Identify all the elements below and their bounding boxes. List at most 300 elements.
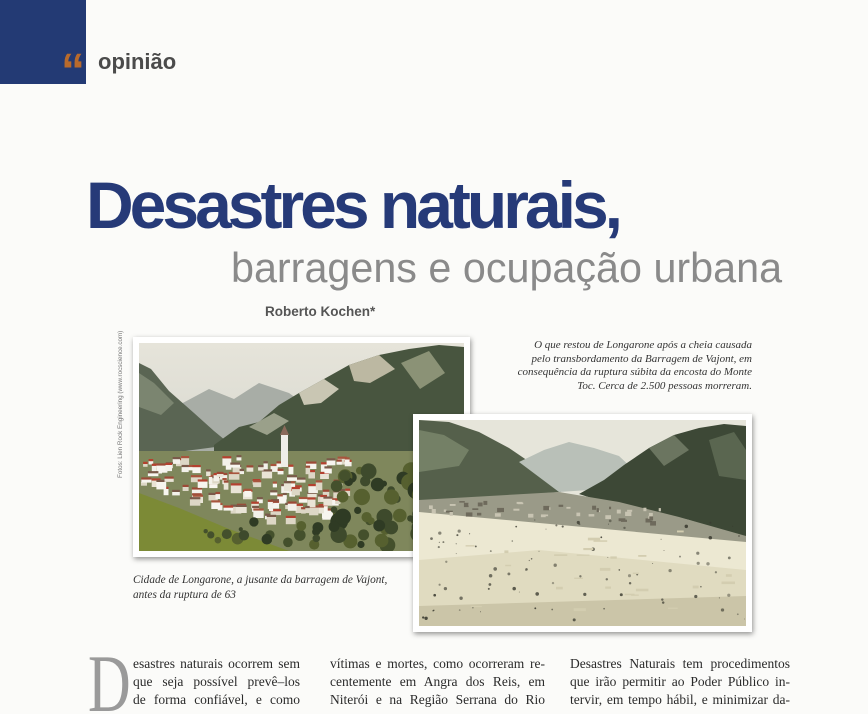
house-shape: [318, 507, 324, 513]
mud-streak: [594, 540, 608, 542]
debris-speck: [727, 594, 730, 597]
tree-shape: [239, 527, 243, 531]
article-subtitle: barragens e ocupação urbana: [231, 245, 783, 291]
debris-speck: [620, 593, 623, 596]
mud-streak: [577, 555, 590, 556]
house-shape: [301, 509, 306, 513]
roof-shape: [148, 471, 159, 473]
debris-speck: [433, 594, 436, 597]
house-shape: [164, 489, 169, 495]
roof-shape: [264, 461, 268, 463]
church-tower: [281, 435, 288, 467]
roof-shape: [306, 462, 316, 464]
house-shape: [324, 468, 331, 473]
caption-before-failure: [133, 573, 387, 602]
roof-shape: [301, 507, 306, 509]
roof-shape: [222, 456, 231, 458]
tree-shape: [313, 535, 321, 543]
roof-shape: [244, 489, 251, 491]
body-column-3: [570, 655, 790, 709]
tree-shape: [296, 521, 306, 531]
roof-shape: [273, 482, 277, 484]
tree-shape: [262, 534, 273, 545]
debris-speck: [529, 560, 530, 561]
roof-shape: [345, 489, 350, 491]
debris-speck: [439, 542, 440, 543]
tree-shape: [354, 489, 370, 505]
body-line: Niterói e na Região Serrana do Rio: [330, 692, 545, 707]
roof-shape: [345, 457, 350, 459]
debris-speck: [732, 526, 733, 527]
roof-shape: [288, 502, 297, 504]
house-shape: [307, 494, 316, 498]
tree-shape: [204, 529, 208, 533]
mud-streak: [466, 545, 475, 546]
roof-shape: [278, 469, 284, 471]
debris-speck: [663, 550, 664, 551]
house-shape: [182, 467, 189, 472]
body-line: esastres naturais ocorrem sem: [133, 656, 300, 671]
roof-shape: [323, 497, 332, 499]
tree-shape: [375, 534, 389, 548]
drop-cap: D: [88, 638, 131, 714]
body-line: centemente em Angra dos Reis, em: [330, 674, 545, 689]
roof-shape: [217, 472, 224, 474]
house-shape: [273, 484, 277, 488]
debris-speck: [507, 572, 510, 575]
remnant-shape: [429, 505, 433, 509]
debris-speck: [661, 539, 662, 540]
body-line: Desastres Naturais tem procedimentos: [570, 656, 790, 671]
house-shape: [277, 463, 282, 467]
debris-speck: [661, 598, 663, 600]
debris-speck: [459, 597, 462, 600]
debris-speck: [737, 613, 739, 615]
debris-speck: [422, 616, 424, 618]
tree-shape: [362, 512, 372, 522]
roof-shape: [231, 483, 242, 485]
debris-speck: [442, 541, 444, 543]
roof-shape: [182, 465, 189, 467]
roof-shape: [287, 475, 297, 477]
debris-speck: [700, 586, 702, 588]
mud-streak: [605, 587, 611, 589]
debris-speck: [512, 540, 514, 542]
roof-shape: [305, 506, 309, 508]
roof-shape: [296, 478, 305, 480]
mud-streak: [677, 531, 684, 533]
caption-line: O que restou de Longarone após a cheia causada: [534, 339, 752, 351]
remnant-shape: [472, 508, 478, 510]
caption-line: Cidade de Longarone, a jusante da barragem de Vajont,: [133, 574, 388, 586]
tree-shape: [331, 506, 338, 513]
tree-shape: [357, 541, 364, 548]
debris-speck: [458, 529, 461, 532]
debris-speck: [488, 588, 490, 590]
house-shape: [231, 485, 242, 493]
remnant-shape: [609, 507, 611, 510]
house-shape: [323, 499, 332, 506]
house-shape: [286, 518, 296, 524]
house-shape: [283, 495, 287, 500]
debris-speck: [424, 617, 427, 620]
house-shape: [337, 462, 342, 465]
remnant-shape: [459, 501, 465, 503]
debris-speck: [719, 597, 720, 598]
house-shape: [264, 463, 268, 469]
debris-speck: [629, 582, 631, 584]
house-shape: [306, 468, 311, 475]
debris-speck: [525, 568, 528, 571]
tree-shape: [215, 537, 222, 544]
remnant-shape: [617, 510, 621, 514]
house-shape: [224, 508, 234, 511]
roof-shape: [211, 500, 220, 502]
remnant-shape: [589, 514, 595, 516]
remnant-shape: [605, 515, 611, 519]
house-shape: [316, 482, 323, 490]
house-shape: [247, 467, 254, 471]
debris-speck: [456, 534, 458, 536]
house-shape: [156, 482, 166, 490]
debris-speck: [652, 563, 653, 564]
debris-speck: [600, 536, 602, 538]
roof-shape: [257, 497, 263, 499]
caption-line: Toc. Cerca de 2.500 pessoas morreram.: [577, 379, 752, 392]
house-shape: [224, 483, 229, 490]
tree-shape: [294, 529, 306, 541]
debris-speck: [439, 584, 441, 586]
remnant-shape: [542, 515, 548, 517]
debris-speck: [603, 608, 605, 610]
debris-speck: [715, 571, 717, 573]
roof-shape: [258, 465, 264, 467]
mud-streak: [471, 606, 482, 607]
house-shape: [192, 467, 200, 473]
remnant-shape: [625, 512, 631, 516]
house-shape: [209, 484, 217, 488]
debris-speck: [534, 607, 536, 609]
section-label: opinião: [98, 49, 177, 74]
roof-shape: [240, 469, 244, 471]
mud-streak: [556, 587, 563, 590]
roof-shape: [149, 459, 154, 461]
mud-streak: [693, 586, 699, 589]
house-shape: [284, 483, 291, 491]
tree-shape: [371, 478, 385, 492]
debris-speck: [697, 562, 700, 565]
roof-shape: [307, 497, 315, 499]
debris-speck: [515, 526, 517, 528]
tree-shape: [331, 480, 343, 492]
debris-speck: [456, 543, 457, 544]
debris-speck: [489, 583, 492, 586]
house-shape: [217, 474, 224, 477]
remnant-shape: [450, 512, 453, 516]
quote-mark-icon: “: [61, 45, 85, 98]
remnant-shape: [518, 503, 524, 505]
body-column-1: [133, 655, 300, 709]
remnant-shape: [497, 508, 504, 512]
debris-speck: [432, 610, 434, 612]
roof-shape: [190, 497, 201, 499]
roof-shape: [143, 462, 148, 464]
roof-shape: [172, 490, 180, 492]
roof-shape: [192, 465, 200, 467]
debris-speck: [480, 611, 481, 612]
house-shape: [165, 479, 174, 482]
remnant-shape: [543, 506, 549, 510]
remnant-shape: [643, 508, 646, 512]
article-author: Roberto Kochen*: [265, 304, 376, 319]
body-line: que irão permitir ao Poder Público in-: [570, 674, 790, 689]
debris-speck: [552, 582, 554, 584]
debris-speck: [472, 607, 473, 608]
remnant-shape: [464, 503, 469, 507]
roof-shape: [267, 515, 276, 517]
house-shape: [327, 460, 336, 465]
house-shape: [206, 471, 211, 476]
roof-shape: [181, 456, 189, 458]
debris-speck: [456, 553, 457, 554]
house-shape: [183, 487, 189, 491]
remnant-shape: [450, 504, 456, 506]
house-shape: [253, 482, 261, 487]
roof-shape: [191, 475, 202, 477]
debris-speck: [668, 569, 671, 572]
house-shape: [172, 492, 180, 496]
debris-speck: [721, 608, 724, 611]
tree-shape: [312, 528, 320, 536]
debris-speck: [430, 537, 433, 540]
roof-shape: [251, 502, 259, 504]
debris-speck: [459, 609, 461, 611]
caption-line: consequência da ruptura súbita da encosta do Monte: [517, 366, 752, 378]
debris-speck: [609, 520, 612, 523]
debris-speck: [606, 578, 608, 580]
roof-shape: [327, 458, 336, 460]
roof-shape: [306, 466, 311, 468]
roof-shape: [198, 479, 208, 481]
roof-shape: [236, 505, 247, 507]
house-shape: [211, 502, 220, 509]
roof-shape: [141, 477, 151, 479]
house-shape: [237, 457, 242, 460]
tree-shape: [207, 531, 214, 538]
house-shape: [240, 471, 244, 474]
remnant-shape: [566, 507, 570, 509]
roof-shape: [270, 490, 277, 492]
roof-shape: [323, 490, 330, 492]
tree-shape: [373, 520, 385, 532]
debris-speck: [709, 536, 713, 540]
roof-shape: [165, 477, 174, 479]
house-shape: [190, 499, 201, 506]
tree-shape: [329, 521, 340, 532]
roof-shape: [337, 460, 342, 462]
house-shape: [148, 473, 159, 476]
debris-speck: [618, 569, 620, 571]
debris-speck: [573, 618, 576, 621]
mud-streak: [625, 594, 635, 596]
debris-speck: [538, 551, 539, 552]
debris-speck: [694, 595, 697, 598]
debris-speck: [534, 519, 535, 520]
roof-shape: [286, 516, 296, 518]
tree-shape: [239, 530, 249, 540]
debris-speck: [554, 564, 557, 567]
house-shape: [198, 481, 208, 488]
remnant-shape: [650, 521, 656, 526]
house-shape: [305, 508, 309, 513]
mud-streak: [610, 556, 616, 558]
house-shape: [229, 474, 240, 480]
house-shape: [309, 507, 318, 515]
debris-speck: [445, 561, 447, 563]
debris-speck: [512, 587, 516, 591]
debris-speck: [546, 529, 547, 530]
house-shape: [288, 504, 297, 511]
debris-speck: [535, 592, 539, 596]
roof-shape: [296, 504, 303, 506]
debris-speck: [607, 557, 608, 558]
debris-speck: [738, 535, 740, 537]
house-shape: [299, 499, 307, 503]
roof-shape: [206, 469, 211, 471]
remnant-shape: [576, 513, 580, 517]
remnant-shape: [659, 508, 661, 511]
tree-shape: [337, 491, 349, 503]
debris-speck: [623, 527, 625, 529]
debris-speck: [493, 567, 497, 571]
remnant-shape: [432, 509, 436, 513]
debris-speck: [608, 524, 609, 525]
debris-speck: [531, 558, 533, 560]
roof-shape: [173, 457, 180, 459]
house-shape: [143, 464, 148, 467]
remnant-shape: [495, 513, 501, 517]
remnant-shape: [649, 516, 653, 520]
caption-line: antes da ruptura de 63: [133, 588, 236, 601]
roof-shape: [252, 506, 259, 508]
house-shape: [253, 510, 263, 518]
mud-streak: [554, 554, 567, 556]
debris-speck: [475, 545, 477, 547]
debris-speck: [679, 556, 681, 558]
remnant-shape: [528, 514, 533, 518]
house-shape: [262, 471, 272, 478]
mud-streak: [583, 548, 593, 550]
house-shape: [268, 502, 273, 509]
debris-speck: [662, 601, 664, 603]
roof-shape: [152, 464, 156, 466]
remnant-shape: [477, 513, 481, 516]
body-column-2: [330, 655, 545, 709]
debris-speck: [438, 546, 440, 548]
roof-shape: [230, 463, 240, 465]
mud-streak: [574, 578, 583, 579]
house-shape: [287, 477, 297, 481]
debris-speck: [709, 522, 711, 524]
roof-shape: [318, 505, 324, 507]
debris-speck: [490, 550, 492, 552]
mud-streak: [636, 589, 649, 592]
remnant-shape: [592, 506, 596, 510]
remnant-shape: [559, 505, 564, 507]
debris-speck: [489, 574, 493, 578]
house-shape: [292, 489, 300, 496]
tree-shape: [384, 521, 398, 535]
debris-speck: [444, 587, 447, 590]
roof-shape: [321, 462, 327, 464]
remnant-shape: [621, 520, 627, 522]
house-shape: [267, 517, 276, 525]
roof-shape: [166, 463, 173, 465]
tree-shape: [283, 538, 293, 548]
house-shape: [236, 507, 247, 513]
roof-shape: [299, 497, 307, 499]
roof-shape: [316, 480, 323, 482]
roof-shape: [253, 480, 261, 482]
house-shape: [181, 458, 189, 465]
tree-shape: [361, 463, 377, 479]
house-shape: [258, 467, 264, 471]
debris-speck: [551, 609, 553, 611]
body-line: vítimas e mortes, como ocorreram re-: [330, 656, 545, 671]
tree-shape: [393, 509, 407, 523]
debris-speck: [579, 575, 581, 577]
roof-shape: [224, 481, 229, 483]
debris-speck: [583, 593, 586, 596]
roof-shape: [237, 455, 242, 457]
body-line: tervir, em tempo hábil, e minimizar da-: [570, 692, 790, 707]
roof-shape: [268, 500, 273, 502]
tree-shape: [358, 529, 369, 540]
tree-shape: [339, 470, 350, 481]
mud-streak: [600, 568, 611, 571]
roof-shape: [289, 465, 294, 467]
debris-speck: [519, 592, 520, 593]
house-shape: [345, 459, 350, 464]
mud-streak: [722, 582, 736, 585]
house-shape: [141, 479, 151, 482]
roof-shape: [183, 485, 189, 487]
debris-speck: [706, 562, 709, 565]
debris-speck: [685, 525, 688, 528]
photo-longarone-after: [413, 414, 752, 632]
body-line: de forma confiável, e como: [133, 692, 300, 707]
mud-streak: [668, 608, 678, 609]
roof-shape: [284, 481, 291, 483]
house-shape: [222, 458, 231, 466]
roof-shape: [253, 508, 263, 510]
debris-speck: [628, 574, 631, 577]
mud-streak: [726, 574, 732, 577]
article-title: Desastres naturais,: [86, 168, 619, 242]
debris-speck: [438, 531, 441, 534]
caption-line: pelo transbordamento da Barragem de Vajont, em: [531, 352, 752, 365]
house-shape: [270, 492, 277, 495]
remnant-shape: [466, 512, 473, 516]
debris-speck: [577, 521, 580, 524]
remnant-shape: [513, 509, 519, 511]
remnant-shape: [483, 501, 487, 505]
tree-shape: [222, 529, 232, 539]
debris-speck: [696, 552, 699, 555]
mud-streak: [505, 565, 511, 566]
roof-shape: [222, 478, 226, 480]
house-shape: [244, 491, 251, 497]
